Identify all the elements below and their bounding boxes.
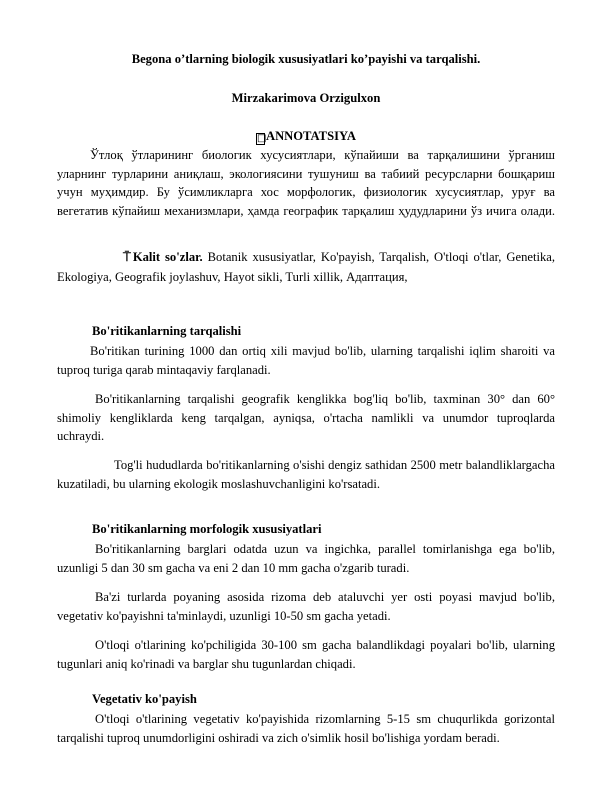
missing-glyph-icon: □ [256, 133, 267, 144]
keyword-marker-icon: ⍑ [123, 250, 131, 265]
paragraph: Tog'li hududlarda bo'ritikanlarning o'sishi dengiz sathidan 2500 metr balandliklargacha kuzatiladi, bu ularning ekologik moslashuvchanligini ko'rsatadi. [57, 458, 555, 491]
document-title: Begona o’tlarning biologik xususiyatlari ko’payishi va tarqalishi. [131, 52, 481, 66]
paragraph: O'tloqi o'tlarining ko'pchiligida 30-100 sm gacha balandlikdagi poyalari bo'lib, ularning tugunlari aniq ko'rinadi va barglar shu tugunlardan chiqadi. [57, 638, 555, 671]
paragraph: O'tloqi o'tlarining vegetativ ko'payishida rizomlarning 5-15 sm chuqurlikda gorizontal tarqalishi tuproq unumdorligini oshiradi va zich o'simlik hosil bo'lishiga yordam beradi. [57, 712, 555, 745]
keywords-text: Botanik xususiyatlar, Ko'payish, Tarqalish, O'tloqi o'tlar, Genetika, Ekologiya, Geografik joylashuv, Hayot sikli, Turli xillik, Адаптация, [57, 250, 555, 284]
keywords-paragraph [57, 248, 555, 286]
section-heading-morphology: Bo'ritikanlarning morfologik xususiyatlari [92, 522, 322, 536]
section-heading-distribution: Bo'ritikanlarning tarqalishi [92, 324, 242, 338]
paragraph: Ba'zi turlarda poyaning asosida rizoma deb ataluvchi yer osti poyasi mavjud bo'lib, vegetativ ko'payishni ta'minlaydi, uzunligi 10-50 sm gacha yetadi. [57, 590, 555, 623]
annotation-heading [0, 129, 612, 145]
section-heading-vegetative: Vegetativ ko'payish [92, 692, 197, 706]
paragraph: Bo'ritikanlarning tarqalishi geografik kenglikka bog'liq bo'lib, taxminan 30° dan 60° shimoliy kengliklarda keng tarqalgan, ayniqsa, o'rtacha namlikli va unumdor tuproqlarda uchraydi. [57, 392, 555, 443]
keywords-label: Kalit so'zlar. [132, 250, 203, 264]
annotation-heading-text: ANNOTATSIYA [265, 129, 357, 143]
paragraph: Bo'ritikanlarning barglari odatda uzun va ingichka, parallel tomirlanishga ega bo'lib, uzunligi 5 dan 30 sm gacha va eni 2 dan 10 mm gacha o'zgarib turadi. [57, 542, 555, 575]
annotation-text: Ўтлоқ ўтларининг биологик хусусиятлари, кўпайиши ва тарқалишини ўрганиш уларнинг турларини аниқлаш, экологиясини тушуниш ва табиий ресурсларни бошқариш учун муҳимдир. Бу ўсимликларга хос морфологик, физиологик хусусиятлар, уруғ ва вегетатив кўпайиш механизмлари, ҳамда географик тарқалиш ҳудудларини ўз ичига олади. [57, 148, 555, 218]
paragraph: Bo'ritikan turining 1000 dan ortiq xili mavjud bo'lib, ularning tarqalishi iqlim sharoiti va tuproq turiga qarab mintaqaviy farqlanadi. [57, 344, 555, 377]
author-name: Mirzakarimova Orzigulxon [231, 91, 381, 105]
